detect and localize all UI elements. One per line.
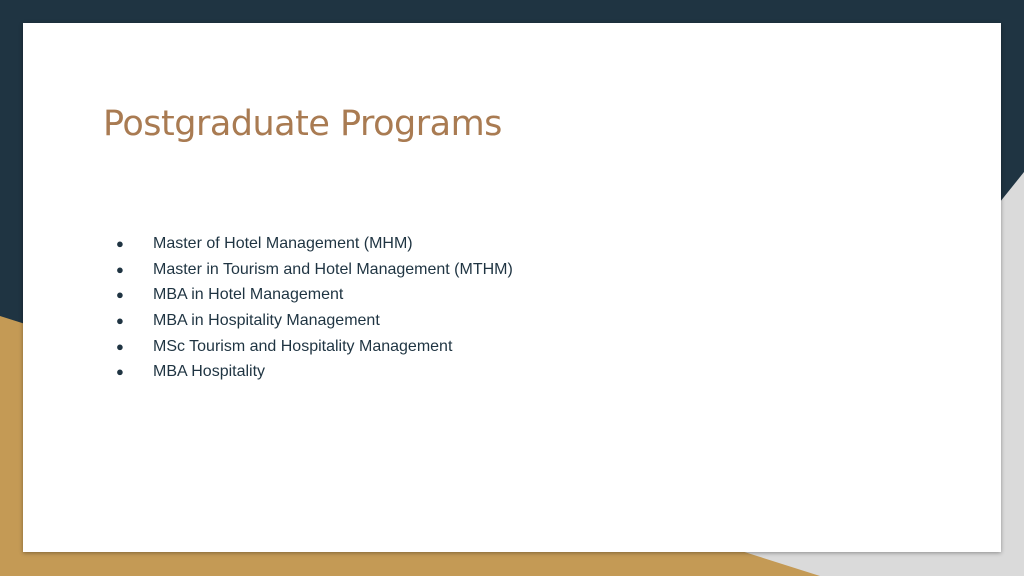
list-item — [116, 261, 513, 287]
list-item — [116, 312, 513, 338]
list-item-label: MBA in Hotel Management — [153, 286, 344, 304]
slide-card — [23, 23, 1001, 552]
list-item — [116, 363, 513, 389]
bullet-dot-icon: ● — [116, 261, 124, 277]
list-item — [116, 235, 513, 261]
list-item-label: Master in Tourism and Hotel Management (MTHM) — [153, 260, 513, 278]
list-item — [116, 338, 513, 364]
bullet-list — [116, 235, 513, 389]
list-item — [116, 286, 513, 312]
list-item-label: MBA in Hospitality Management — [153, 312, 380, 330]
slide-title: Postgraduate Programs — [103, 104, 502, 144]
list-item-label: Master of Hotel Management (MHM) — [153, 235, 413, 252]
list-item-label: MSc Tourism and Hospitality Management — [153, 337, 453, 355]
bullet-dot-icon: ● — [116, 236, 124, 251]
list-item-label: MBA Hospitality — [153, 363, 266, 381]
bullet-dot-icon: ● — [116, 313, 124, 329]
bullet-dot-icon: ● — [116, 364, 124, 380]
bullet-dot-icon: ● — [116, 287, 124, 303]
bullet-dot-icon: ● — [116, 338, 124, 354]
